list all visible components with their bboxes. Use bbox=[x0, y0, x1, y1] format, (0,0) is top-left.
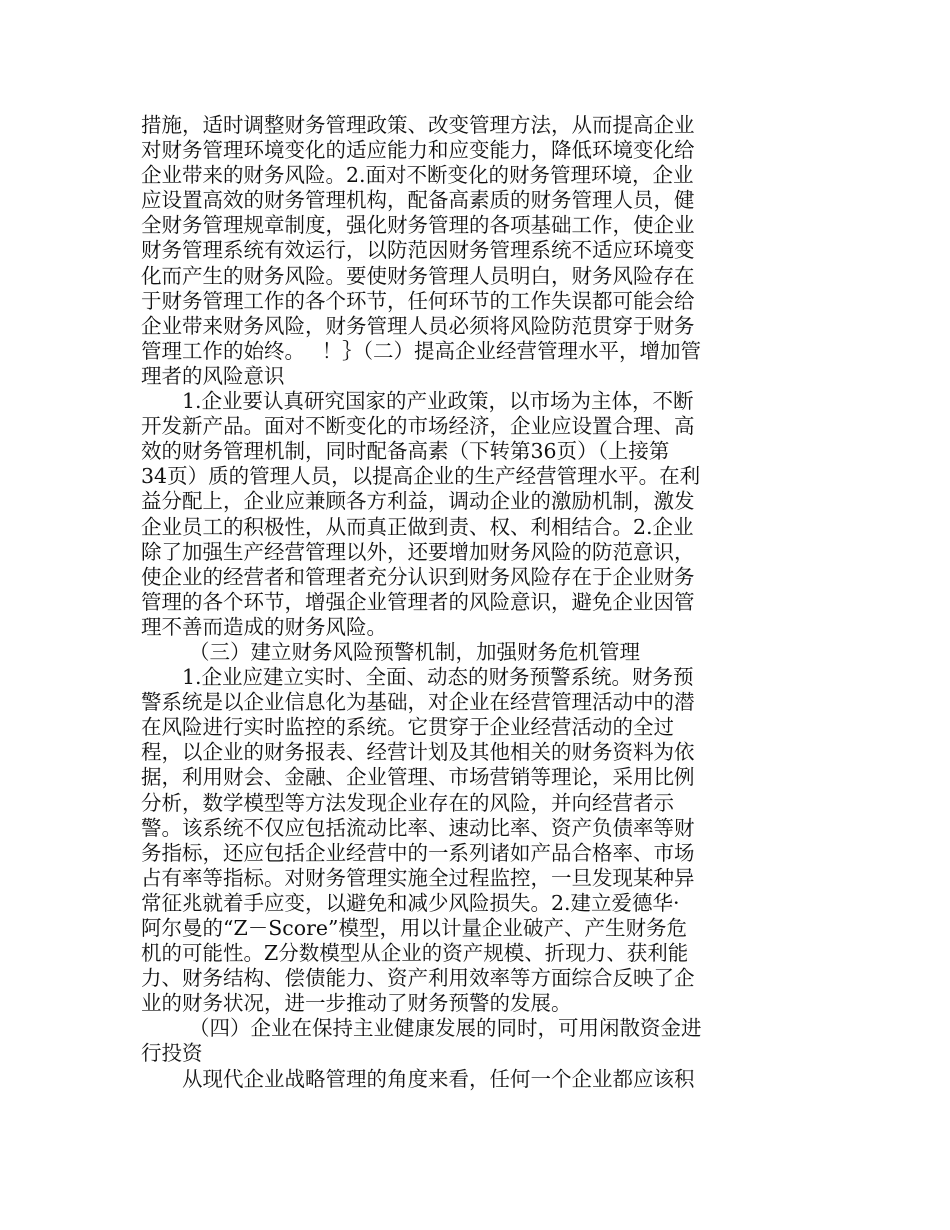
text-line: 企业员工的积极性，从而真正做到责、权、利相结合。2.企业 bbox=[141, 514, 694, 539]
paragraph-start: 1.企业应建立实时、全面、动态的财务预警系统。财务预 bbox=[182, 665, 694, 690]
document-body bbox=[141, 113, 741, 1092]
text-line: 除了加强生产经营管理以外，还要增加财务风险的防范意识， bbox=[141, 539, 695, 564]
text-line: 应设置高效的财务管理机构，配备高素质的财务管理人员，健 bbox=[141, 188, 695, 213]
text-line: 使企业的经营者和管理者充分认识到财务风险存在于企业财务 bbox=[141, 564, 695, 589]
text-line: 程，以企业的财务报表、经营计划及其他相关的财务资料为依 bbox=[141, 740, 695, 765]
text-line: 化而产生的财务风险。要使财务管理人员明白，财务风险存在 bbox=[141, 263, 695, 288]
text-line: 对财务管理环境变化的适应能力和应变能力，降低环境变化给 bbox=[141, 138, 695, 163]
section-heading: （三）建立财务风险预警机制，加强财务危机管理 bbox=[189, 639, 640, 664]
paragraph-start: 从现代企业战略管理的角度来看，任何一个企业都应该积 bbox=[182, 1066, 695, 1091]
text-line: 务指标，还应包括企业经营中的一系列诸如产品合格率、市场 bbox=[141, 840, 695, 865]
text-line: 企业带来财务风险，财务管理人员必须将风险防范贯穿于财务 bbox=[141, 313, 695, 338]
text-line: 34页）质的管理人员，以提高企业的生产经营管理水平。在利 bbox=[141, 464, 701, 489]
text-line: 措施，适时调整财务管理政策、改变管理方法，从而提高企业 bbox=[141, 113, 695, 137]
text-line: 财务管理系统有效运行，以防范因财务管理系统不适应环境变 bbox=[141, 238, 695, 263]
text-line: 管理工作的始终。 ！｝（二）提高企业经营管理水平，增加管 bbox=[141, 338, 702, 363]
text-line: 占有率等指标。对财务管理实施全过程监控，一旦发现某种异 bbox=[141, 865, 695, 890]
text-line: 力、财务结构、偿债能力、资产利用效率等方面综合反映了企 bbox=[141, 966, 695, 991]
text-line: 全财务管理规章制度，强化财务管理的各项基础工作，使企业 bbox=[141, 213, 695, 238]
text-line: 警。该系统不仅应包括流动比率、速动比率、资产负债率等财 bbox=[141, 815, 695, 840]
text-line: 效的财务管理机制，同时配备高素（下转第36页）（上接第 bbox=[141, 439, 670, 464]
text-line: 益分配上，企业应兼顾各方利益，调动企业的激励机制，激发 bbox=[141, 489, 695, 514]
text-line: 理者的风险意识 bbox=[141, 363, 285, 388]
text-line: 开发新产品。面对不断变化的市场经济，企业应设置合理、高 bbox=[141, 414, 695, 439]
text-line: 在风险进行实时监控的系统。它贯穿于企业经营活动的全过 bbox=[141, 715, 674, 740]
text-line: 阿尔曼的“Z－Score”模型，用以计量企业破产、产生财务危 bbox=[141, 916, 688, 940]
text-line: 常征兆就着手应变，以避免和减少风险损失。2.建立爱德华· bbox=[141, 890, 680, 915]
text-line: 业的财务状况，进一步推动了财务预警的发展。 bbox=[141, 991, 572, 1016]
text-line: 分析，数学模型等方法发现企业存在的风险，并向经营者示 bbox=[141, 790, 674, 815]
text-line: 行投资 bbox=[141, 1041, 203, 1066]
paragraph-start: 1.企业要认真研究国家的产业政策，以市场为主体，不断 bbox=[182, 389, 694, 414]
section-heading: （四）企业在保持主业健康发展的同时，可用闲散资金进 bbox=[189, 1016, 702, 1041]
text-line: 管理的各个环节，增强企业管理者的风险意识，避免企业因管 bbox=[141, 589, 695, 614]
text-line: 于财务管理工作的各个环节，任何环节的工作失误都可能会给 bbox=[141, 288, 695, 313]
text-line: 理不善而造成的财务风险。 bbox=[141, 614, 387, 639]
text-line: 据，利用财会、金融、企业管理、市场营销等理论，采用比例 bbox=[141, 765, 695, 790]
text-line: 警系统是以企业信息化为基础，对企业在经营管理活动中的潜 bbox=[141, 690, 695, 715]
text-line: 机的可能性。Z分数模型从企业的资产规模、折现力、获利能 bbox=[141, 941, 689, 966]
text-line: 企业带来的财务风险。2.面对不断变化的财务管理环境，企业 bbox=[141, 163, 694, 188]
